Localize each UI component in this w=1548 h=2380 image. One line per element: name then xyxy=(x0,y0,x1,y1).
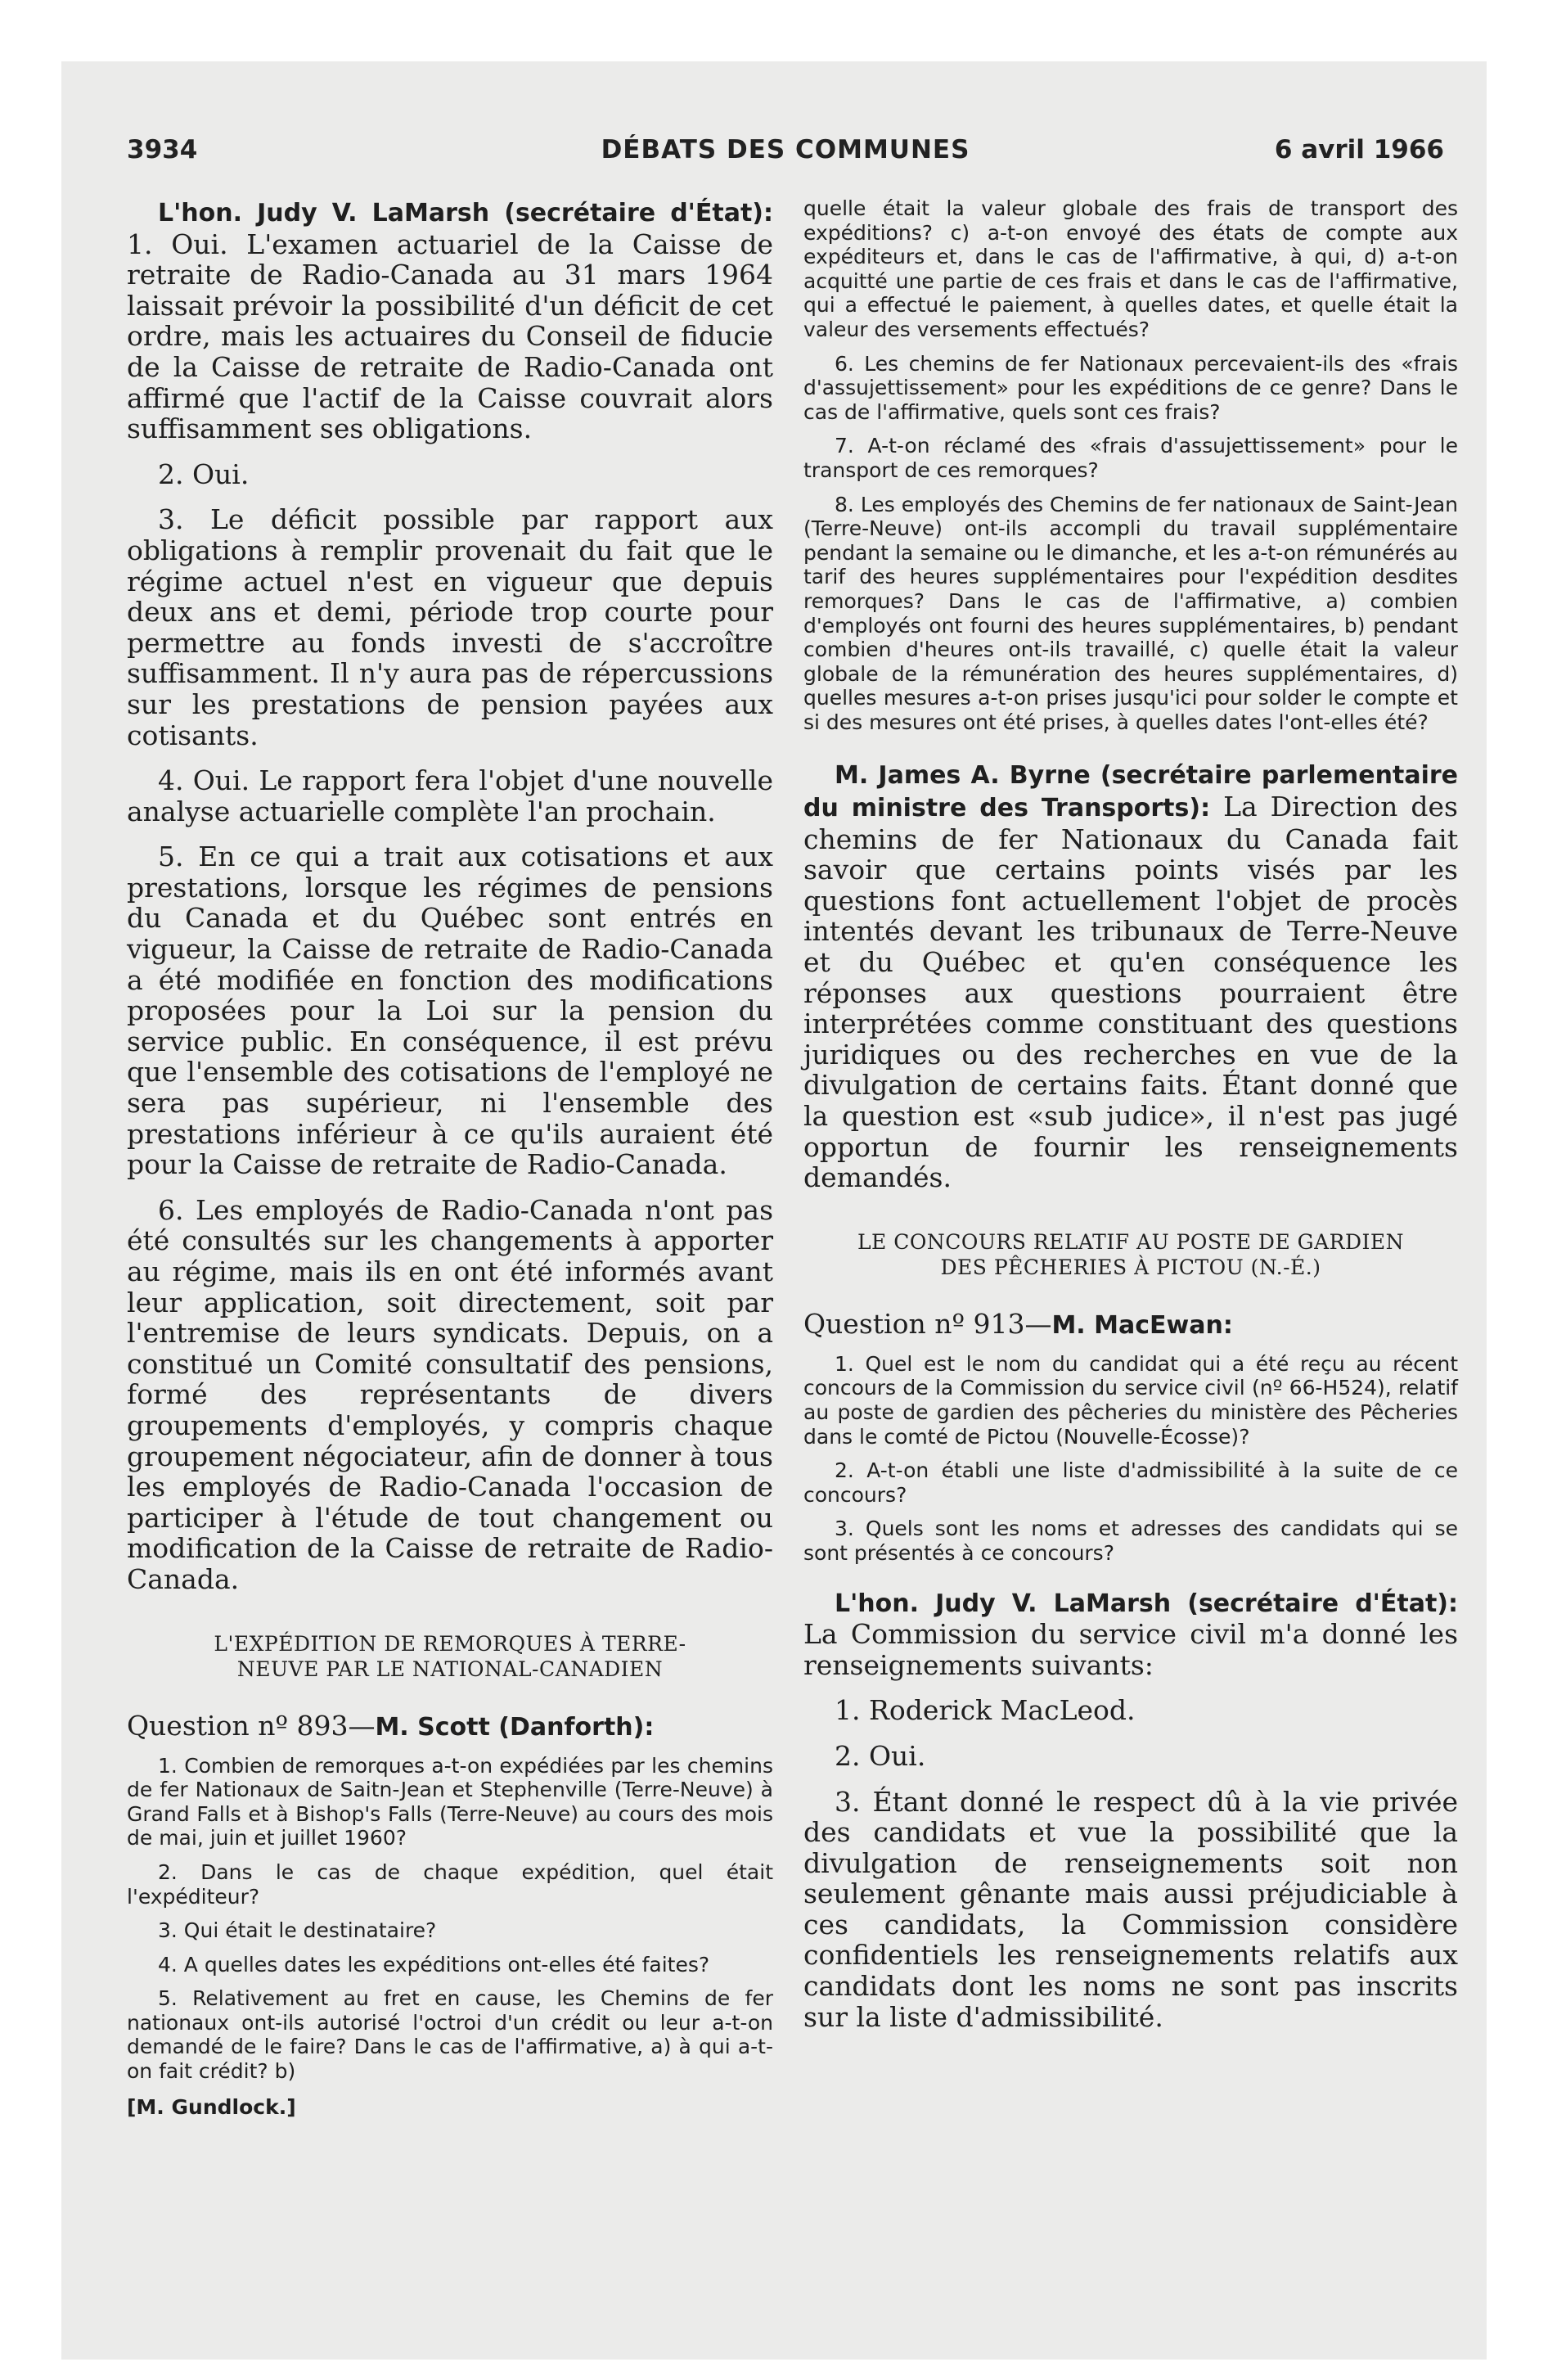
answer-6: 6. Les employés de Radio-Canada n'ont pas été consultés sur les changements à apporter au régime, mais ils en ont été informés avant leur application, soit directement, soit par l'entremise de leurs syndicats. Depuis, on a constitué un Comité consultatif des pensions, formé des représentants de divers groupements d'employés, y compris chaque groupement négociateur, afin de donner à tous les employés de Radio-Canada l'occasion de participer à l'étude de tout changement ou modification de la Caisse de retraite de Radio-Canada. xyxy=(127,1193,773,1595)
page-date: 6 avril 1966 xyxy=(1274,135,1444,165)
question-item-4: 4. A quelles dates les expéditions ont-elles été faites? xyxy=(158,1952,710,1977)
question-item-5: 5. Relativement au fret en cause, les Chemins de fer nationaux ont-ils autorisé l'octroi d'un crédit ou leur a-t-on demandé de le faire? Dans le cas de l'affirmative, a) à qui a-t-on fait crédit? b) xyxy=(127,1986,773,2084)
question-item-5-continued: quelle était la valeur globale des frais de transport des expéditions? c) a-t-on envoyé des états de compte aux expéditeurs et, dans le cas de l'affirmative, à qui, d) a-t-on acquitté une partie de ces frais et dans le cas de l'affirmative, qui a effectué le paiement, à quelles dates, et quelle était la valeur des versements effectués? xyxy=(803,196,1458,341)
answer-1: L'hon. Judy V. LaMarsh (secrétaire d'État): 1. Oui. L'examen actuariel de la Caisse de retraite de Radio-Canada au 31 mars 1964 laissait prévoir la possibilité d'un déficit de cet ordre, mais les actuaires du Conseil de fiducie de la Caisse de retraite de Radio-Canada ont affirmé que l'actif de la Caisse couvrait alors suffisamment ses obligations. xyxy=(127,199,773,445)
answer-2: 2. Oui. xyxy=(158,458,250,490)
answer-byrne: M. James A. Byrne (secrétaire parlementaire du ministre des Transports): La Direction des chemins de fer Nationaux du Canada fait savoir que certains points visés par les questions font actuellement l'objet de procès intentés devant les tribunaux de Terre-Neuve et du Québec et qu'en conséquence les réponses aux questions pourraient être interprétées comme constituant des questions juridiques ou des recherches en vue de la divulgation de certains faits. Étant donné que la question est «sub judice», il n'est pas jugé opportun de fournir les renseignements demandés. xyxy=(803,761,1458,1194)
speaker-lamarsh-2: L'hon. Judy V. LaMarsh (secrétaire d'État): xyxy=(835,1589,1458,1618)
questioner-scott: M. Scott (Danforth): xyxy=(375,1712,655,1742)
speaker-attribution: [M. Gundlock.] xyxy=(127,2094,296,2119)
answer-913-2: 2. Oui. xyxy=(835,1739,926,1772)
question-item-8: 8. Les employés des Chemins de fer nationaux de Saint-Jean (Terre-Neuve) ont-ils accompli du travail supplémentaire pendant la semaine ou le dimanche, et les a-t-on rémunérés au tarif des heures supplémentaires pour l'expédition desdites remorques? Dans le cas de l'affirmative, a) combien d'employés ont fourni des heures supplémentaires, b) pendant combien d'heures ont-ils travaillé, c) quelle était la valeur globale de la rémunération des heures supplémentaires, d) quelles mesures a-t-on prises jusqu'ici pour solder le compte et si des mesures ont été prises, à quelles dates l'ont-elles été? xyxy=(803,492,1458,734)
section-heading-concours: LE CONCOURS RELATIF AU POSTE DE GARDIEN DES PÊCHERIES À PICTOU (N.-É.) xyxy=(857,1229,1405,1279)
left-column xyxy=(127,196,773,2119)
question-item-1: 1. Combien de remorques a-t-on expédiées par les chemins de fer Nationaux de Saitn-Jean et Stephenville (Terre-Neuve) à Grand Falls et à Bishop's Falls (Terre-Neuve) au cours des mois de mai, juin et juillet 1960? xyxy=(127,1753,773,1850)
answer-913-1: 1. Roderick MacLeod. xyxy=(835,1694,1136,1727)
answer-5: 5. En ce qui a trait aux cotisations et aux prestations, lorsque les régimes de pensions du Canada et du Québec sont entrés en vigueur, la Caisse de retraite de Radio-Canada a été modifiée en fonction des modifications proposées pour la Loi sur la pension du service public. En conséquence, il est prévu que l'ensemble des cotisations de l'employé ne sera pas supérieur, ni l'ensemble des prestations inférieur à ce qu'ils auraient été pour la Caisse de retraite de Radio-Canada. xyxy=(127,841,773,1181)
question-item-7: 7. A-t-on réclamé des «frais d'assujettissement» pour le transport de ces remorques? xyxy=(803,434,1458,482)
question-913: Question nº 913—M. MacEwan: xyxy=(803,1307,1233,1340)
question-913-item-3: 3. Quels sont les noms et adresses des candidats qui se sont présentés à ce concours? xyxy=(803,1517,1458,1565)
question-893: Question nº 893—M. Scott (Danforth): xyxy=(127,1709,655,1742)
speaker-byrne: M. James A. Byrne (secrétaire parlementaire du ministre des Transports): xyxy=(803,761,1458,823)
answer-3: 3. Le déficit possible par rapport aux obligations à remplir provenait du fait que le régime actuel n'est en vigueur que depuis deux ans et demi, période trop courte pour permettre au fonds investi de s'accroître suffisamment. Il n'y aura pas de répercussions sur les prestations de pension payées aux cotisants. xyxy=(127,503,773,751)
answer-lamarsh-2: L'hon. Judy V. LaMarsh (secrétaire d'État): La Commission du service civil m'a donné les renseignements suivants: xyxy=(803,1589,1458,1681)
question-913-item-2: 2. A-t-on établi une liste d'admissibilité à la suite de ce concours? xyxy=(803,1458,1458,1507)
question-item-6: 6. Les chemins de fer Nationaux percevaient-ils des «frais d'assujettissement» pour les expéditions de ce genre? Dans le cas de l'affirmative, quels sont ces frais? xyxy=(803,351,1458,424)
question-item-2: 2. Dans le cas de chaque expédition, quel était l'expéditeur? xyxy=(127,1859,773,1909)
speaker-lamarsh: L'hon. Judy V. LaMarsh (secrétaire d'État): xyxy=(158,199,773,228)
question-item-3: 3. Qui était le destinataire? xyxy=(158,1918,437,1943)
publication-title: DÉBATS DES COMMUNES xyxy=(601,135,970,165)
page-number: 3934 xyxy=(127,135,198,165)
section-heading-remorques: L'EXPÉDITION DE REMORQUES À TERRE- NEUVE PAR LE NATIONAL-CANADIEN xyxy=(214,1631,686,1681)
page-header xyxy=(127,135,1444,176)
answer-4: 4. Oui. Le rapport fera l'objet d'une nouvelle analyse actuarielle complète l'an prochain. xyxy=(127,764,773,827)
right-column xyxy=(803,196,1458,2032)
questioner-macewan: M. MacEwan: xyxy=(1051,1310,1233,1340)
question-913-item-1: 1. Quel est le nom du candidat qui a été reçu au récent concours de la Commission du service civil (nº 66-H524), relatif au poste de gardien des pêcheries du ministère des Pêcheries dans le comté de Pictou (Nouvelle-Écosse)? xyxy=(803,1351,1458,1449)
answer-913-3: 3. Étant donné le respect dû à la vie privée des candidats et vue la possibilité que la divulgation de renseignements soit non seulement gênante mais aussi préjudiciable à ces candidats, la Commission considère confidentiels les renseignements relatifs aux candidats dont les noms ne sont pas inscrits sur la liste d'admissibilité. xyxy=(803,1785,1458,2033)
